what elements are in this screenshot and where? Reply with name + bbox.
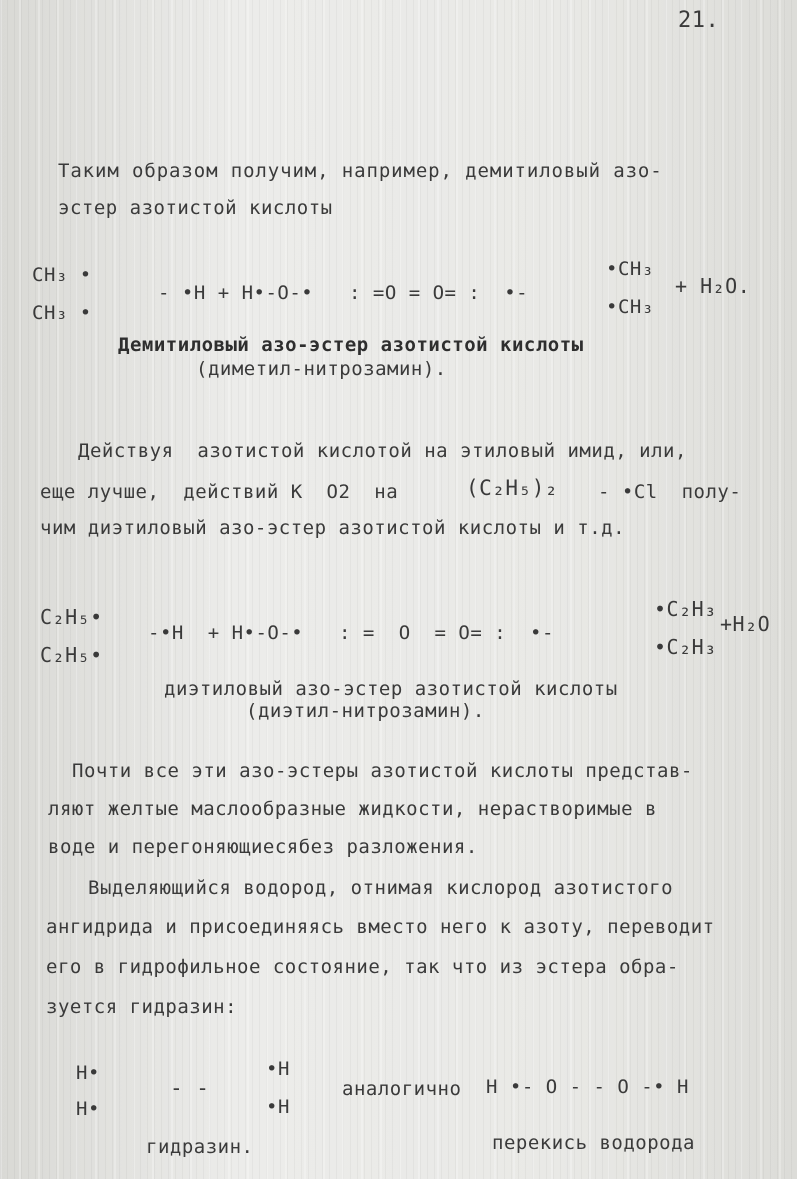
equation-middle: - •H + H•-O-• : =O = O= : •-: [158, 282, 529, 304]
paragraph-2-line-1: Действуя азотистой кислотой на этиловый имид, или,: [78, 440, 687, 462]
caption-2-line-2: (диэтил-нитрозамин).: [246, 700, 485, 722]
paragraph-3-line-1: Почти все эти азо-эстеры азотистой кислоты представ-: [72, 760, 693, 782]
hydrogen-peroxide-caption: перекись водорода: [492, 1132, 695, 1154]
paragraph-4-line-2: ангидрида и присоединяясь вместо него к азоту, переводит: [46, 916, 715, 938]
equation-right-bottom: •C₂H₃: [654, 635, 717, 659]
equation-left-top: C₂H₅•: [40, 605, 103, 629]
equation-right-top: •H: [266, 1058, 290, 1080]
equation-left-top: CH₃ •: [32, 264, 92, 286]
equation-left-bottom: CH₃ •: [32, 302, 92, 324]
paragraph-3-line-3: воде и перегоняющиесябез разложения.: [48, 836, 478, 858]
equation-left-top: H•: [76, 1062, 100, 1084]
caption-2-line-1: диэтиловый азо-эстер азотистой кислоты: [164, 678, 618, 700]
equation-product: +H₂O: [720, 612, 771, 636]
analog-word: аналогично: [342, 1078, 462, 1100]
caption-1-line-2: (диметил-нитрозамин).: [196, 358, 447, 380]
paragraph-2-line-3: чим диэтиловый азо-эстер азотистой кислоты и т.д.: [40, 517, 626, 539]
analog-formula: H •- O - - O -• H: [486, 1076, 689, 1098]
paragraph-4-line-3: его в гидрофильное состояние, так что из эстера обра-: [46, 956, 679, 978]
paragraph-3-line-2: ляют желтые маслообразные жидкости, нерастворимые в: [48, 798, 657, 820]
equation-middle: - -: [170, 1076, 210, 1100]
equation-left-bottom: H•: [76, 1098, 100, 1120]
equation-middle: -•H + H•-O-• : = O = O= : •-: [148, 622, 554, 644]
equation-product: + H₂O.: [675, 274, 751, 298]
equation-right-bottom: •H: [266, 1096, 290, 1118]
equation-right-top: •CH₃: [606, 258, 654, 280]
equation-right-top: •C₂H₃: [654, 597, 717, 621]
equation-right-bottom: •CH₃: [606, 296, 654, 318]
paragraph-2-line-2b: - •Cl полу-: [598, 481, 742, 503]
hydrazine-caption: гидразин.: [146, 1136, 254, 1158]
paragraph-2-formula: (C₂H₅)₂: [466, 476, 559, 500]
paragraph-2-line-2a: еще лучше, действий К O2 на: [40, 481, 399, 503]
paragraph-4-line-4: зуется гидразин:: [46, 996, 238, 1018]
paragraph-4-line-1: Выделяющийся водород, отнимая кислород азотистого: [88, 877, 674, 899]
paragraph-1-line-1: Таким образом получим, например, демитиловый азо-: [58, 160, 663, 182]
caption-1-line-1: Демитиловый азо-эстер азотистой кислоты: [118, 334, 584, 356]
paragraph-1-line-2: эстер азотистой кислоты: [58, 197, 333, 219]
page-number: 21.: [678, 8, 720, 33]
equation-left-bottom: C₂H₅•: [40, 643, 103, 667]
